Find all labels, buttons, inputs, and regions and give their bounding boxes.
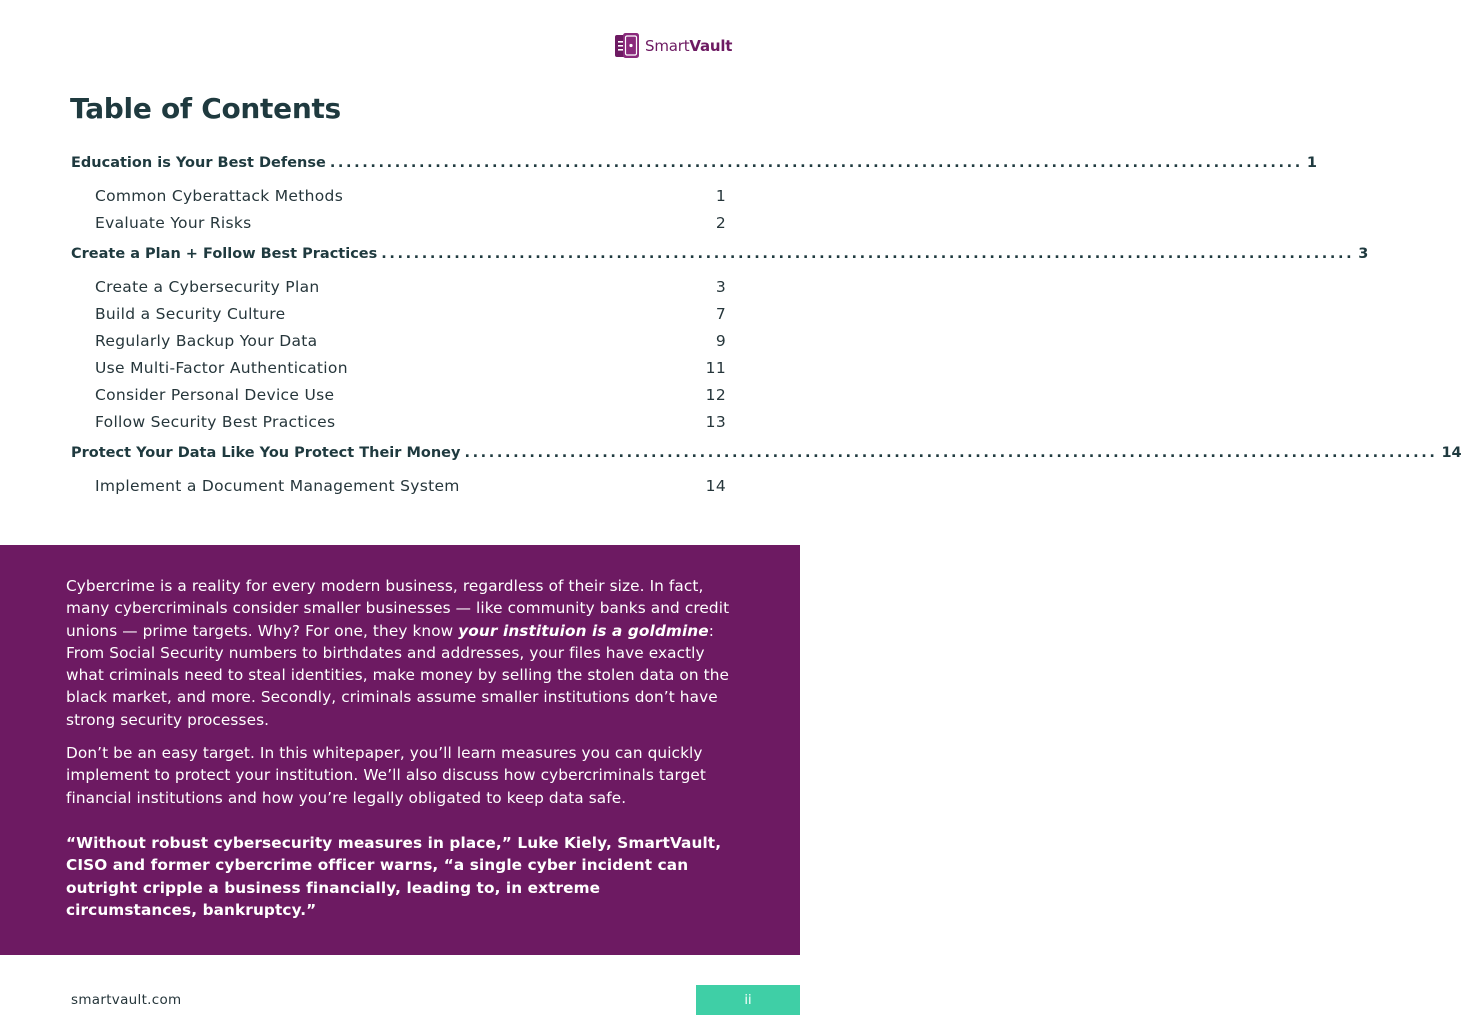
toc-entry-label: Education is Your Best Defense <box>71 155 326 171</box>
intro-paragraph-2: Don’t be an easy target. In this whitepaper, you’ll learn measures you can quickly implement to protect your institution. We’ll also discuss how cybercriminals target financial institutions and how you’re legally obligated to keep data safe. <box>66 744 706 807</box>
toc-page-number: 12 <box>705 386 726 404</box>
pull-quote: “Without robust cybersecurity measures in place,” Luke Kiely, SmartVault, CISO and former cybercrime officer warns, “a single cyber incident can outright cripple a business financially, leading to, in extreme circumstances, bankruptcy.” <box>66 834 722 919</box>
toc-item-row[interactable] <box>71 214 726 236</box>
toc-entry-label: Create a Plan + Follow Best Practices <box>71 246 378 262</box>
toc-entry-label: Consider Personal Device Use <box>95 386 335 404</box>
toc-page-number: 14 <box>705 477 726 495</box>
toc-page-number: 11 <box>705 359 726 377</box>
toc-dot-leader: ........................................................................................................................ <box>329 155 1303 171</box>
toc-entry-label: Build a Security Culture <box>95 305 286 323</box>
toc-page-number: 1 <box>715 187 726 205</box>
toc-entry-label: Use Multi-Factor Authentication <box>95 359 348 377</box>
toc-entry-label: Create a Cybersecurity Plan <box>95 278 320 296</box>
toc-entry-label: Protect Your Data Like You Protect Their Money <box>71 445 461 461</box>
logo-word-light: Smart <box>645 36 690 55</box>
toc-item-row[interactable] <box>71 413 726 435</box>
toc-page-number: 2 <box>715 214 726 232</box>
toc-entry-label: Regularly Backup Your Data <box>95 332 318 350</box>
toc-entry-label: Common Cyberattack Methods <box>95 187 344 205</box>
intro-paragraph-1 <box>66 575 736 731</box>
page-number-tab <box>696 985 800 1015</box>
intro-band <box>0 545 800 955</box>
toc-dot-leader: ........................................................................................................................ <box>464 445 1438 461</box>
intro-p1-after: : From Social Security numbers to birthdates and addresses, your files have exactly what criminals need to steal identities, make money by selling the stolen data on the black market, and more. Secondly, criminals assume smaller institutions don’t have strong security processes. <box>66 621 730 729</box>
toc-item-row[interactable] <box>71 305 726 327</box>
toc-entry-label: Implement a Document Management System <box>95 477 460 495</box>
toc-item-row[interactable] <box>71 477 726 499</box>
toc-item-row[interactable] <box>71 359 726 381</box>
toc-page-number: 3 <box>715 278 726 296</box>
toc-section-row[interactable] <box>71 445 1462 467</box>
toc-page-number: 13 <box>705 413 726 431</box>
toc-dot-leader: ........................................................................................................................ <box>381 246 1355 262</box>
logo-wordmark <box>645 37 732 55</box>
toc-item-row[interactable] <box>71 187 726 209</box>
toc-entry-label: Evaluate Your Risks <box>95 214 252 232</box>
intro-p1-emphasis: your instituion is a goldmine <box>458 621 709 640</box>
toc-page-number: 3 <box>1358 246 1369 262</box>
toc-section-row[interactable] <box>71 155 1317 177</box>
toc-page-number: 9 <box>715 332 726 350</box>
logo-word-bold: Vault <box>689 36 733 55</box>
toc-page-number: 14 <box>1441 445 1462 461</box>
footer-url: smartvault.com <box>71 992 182 1008</box>
toc-page-number: 7 <box>715 305 726 323</box>
toc-entry-label: Follow Security Best Practices <box>95 413 336 431</box>
intro-p1-before: Cybercrime is a reality for every modern business, regardless of their size. In fact, many cybercriminals consider smaller businesses — like community banks and credit unions — prime targets. Why? For one, they know <box>66 577 730 640</box>
toc-section-row[interactable] <box>71 246 1369 268</box>
toc-title: Table of Contents <box>70 92 341 125</box>
vault-logo-icon <box>614 32 640 59</box>
toc-item-row[interactable] <box>71 278 726 300</box>
page-number: ii <box>744 992 752 1008</box>
toc-item-row[interactable] <box>71 386 726 408</box>
smartvault-logo <box>614 32 732 59</box>
toc-page-number: 1 <box>1306 155 1317 171</box>
toc-item-row[interactable] <box>71 332 726 354</box>
